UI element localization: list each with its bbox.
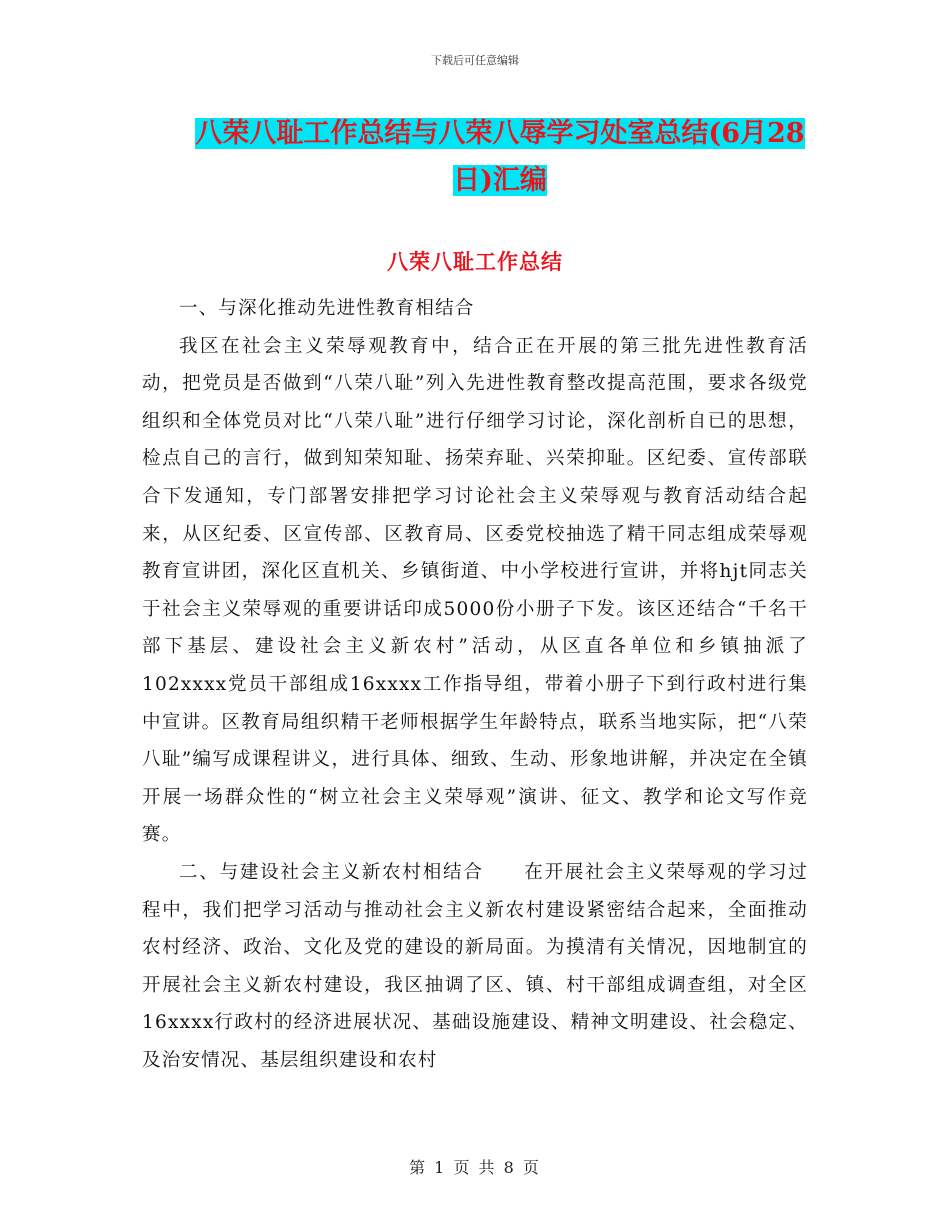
paragraph-heading-1: 一、与深化推动先进性教育相结合 xyxy=(179,298,475,319)
document-title-line-1: 八荣八耻工作总结与八荣八辱学习处室总结(6月28 xyxy=(195,118,805,149)
page-header: 下载后可任意编辑 xyxy=(431,54,519,67)
document-title-line-2: 日)汇编 xyxy=(453,165,547,196)
paragraph-2: 二、与建设社会主义新农村相结合 在开展社会主义荣辱观的学习过程中，我们把学习活动与推动社会主义新农村建设紧密结合起来，全面推动农村经济、政治、文化及党的建设的新局面。为摸清有关情况，因地制宜的开展社会主义新农村建设，我区抽调了区、镇、村干部组成调查组，对全区16xxxx行政村的经济进展状况、基础设施建设、精神文明建设、社会稳定、及治安情况、基层组织建设和农村 xyxy=(142,861,808,1071)
document-title xyxy=(190,110,810,204)
page-footer: 第 1 页 共 8 页 xyxy=(409,1158,541,1177)
paragraph-1: 我区在社会主义荣辱观教育中，结合正在开展的第三批先进性教育活动，把党员是否做到“八荣八耻”列入先进性教育整改提高范围，要求各级党组织和全体党员对比“八荣八耻”进行仔细学习讨论，深化剖析自已的思想，检点自己的言行，做到知荣知耻、扬荣弃耻、兴荣抑耻。区纪委、宣传部联合下发通知，专门部署安排把学习讨论社会主义荣辱观与教育活动结合起来，从区纪委、区宣传部、区教育局、区委党校抽选了精干同志组成荣辱观教育宣讲团，深化区直机关、乡镇街道、中小学校进行宣讲，并将hjt同志关于社会主义荣辱观的重要讲话印成5000份小册子下发。该区还结合“千名干部下基层、建设社会主义新农村”活动，从区直各单位和乡镇抽派了102xxxx党员干部组成16xxxx工作指导组，带着小册子下到行政村进行集中宣讲。区教育局组织精干老师根据学生年龄特点，联系当地实际，把“八荣八耻”编写成课程讲义，进行具体、细致、生动、形象地讲解，并决定在全镇开展一场群众性的“树立社会主义荣辱观”演讲、征文、教学和论文写作竞赛。 xyxy=(142,335,808,846)
body-text xyxy=(142,290,808,1079)
section-title: 八荣八耻工作总结 xyxy=(387,249,563,274)
